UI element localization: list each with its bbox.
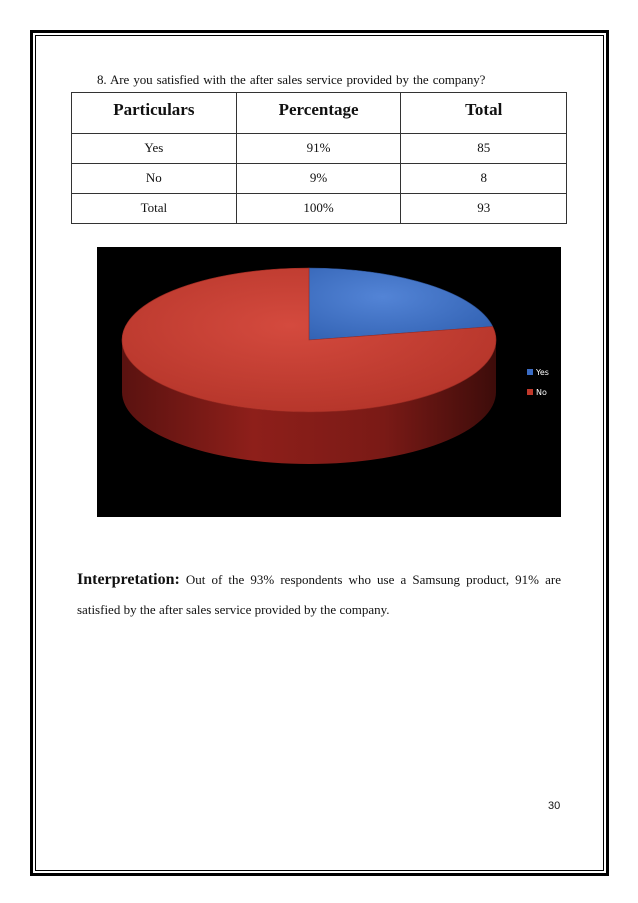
legend-swatch-no [527,389,533,395]
table-cell: 9% [236,164,401,194]
table-cell: No [72,164,237,194]
results-table [71,92,567,224]
table-cell: 93 [401,194,567,224]
pie-chart-svg [97,247,561,517]
table-header-row [72,93,567,134]
table-cell: Yes [72,134,237,164]
table-cell: 8 [401,164,567,194]
table-row [72,134,567,164]
legend-label-yes: Yes [536,368,549,377]
table-cell: 85 [401,134,567,164]
survey-question: 8. Are you satisfied with the after sales service provided by the company? [97,72,486,87]
table-cell: 100% [236,194,401,224]
legend-label-no: No [536,388,547,397]
header-total: Total [401,93,567,134]
interpretation-text: Out of the 93% respondents who use a Samsung product, 91% are satisfied by the after sales service provided by the company. [77,572,561,617]
interpretation-heading: Interpretation: [77,571,180,588]
table-row [72,194,567,224]
table-cell: 91% [236,134,401,164]
page-number: 30 [548,800,561,812]
interpretation-paragraph [77,565,561,625]
table-row [72,164,567,194]
header-percentage: Percentage [236,93,401,134]
header-particulars: Particulars [72,93,237,134]
table-cell: Total [72,194,237,224]
legend-swatch-yes [527,369,533,375]
pie-chart [97,247,561,517]
